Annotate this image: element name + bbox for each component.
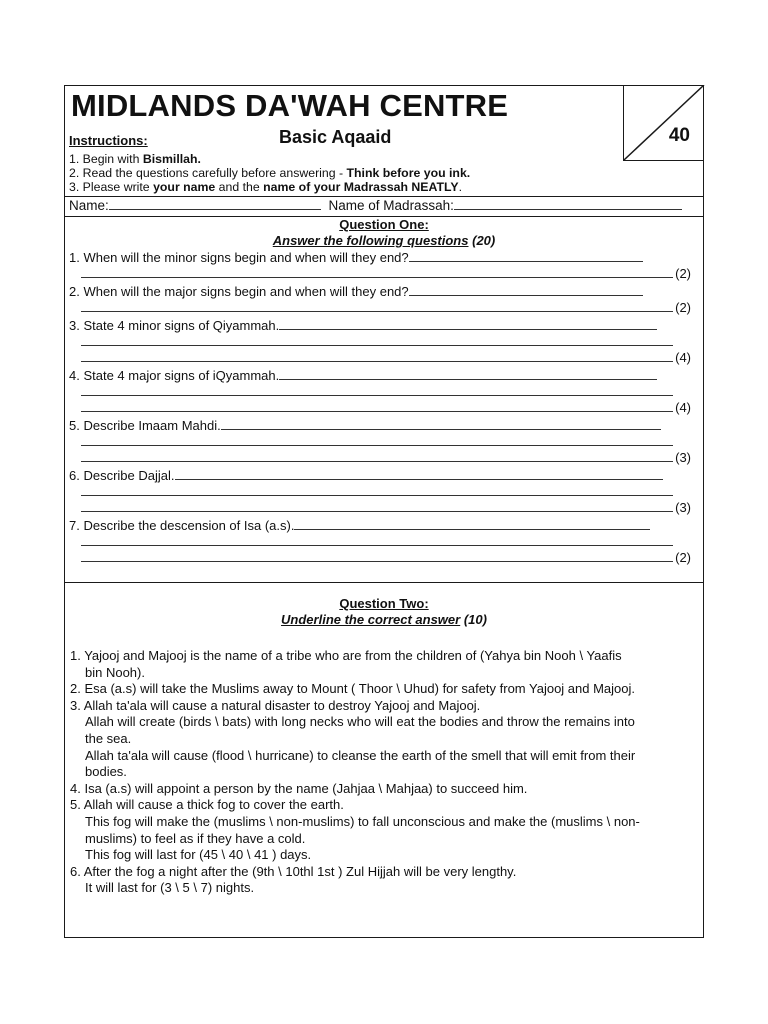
points-label: (10) <box>463 612 487 627</box>
answer-line[interactable] <box>81 265 673 278</box>
marks-label: (2) <box>675 300 691 315</box>
answer-line[interactable] <box>81 499 673 512</box>
answer-line[interactable] <box>81 449 673 462</box>
question-one-instruction <box>65 233 703 249</box>
answer-line[interactable] <box>81 399 673 412</box>
question-item <box>69 317 657 334</box>
instruction-1 <box>69 152 201 167</box>
score-divider-line <box>624 85 705 161</box>
answer-line-row <box>81 265 673 282</box>
question-two-line: It will last for (3 \ 5 \ 7) nights. <box>85 880 255 896</box>
instruction-text: Answer the following questions <box>272 233 469 248</box>
answer-line-row <box>81 499 673 516</box>
marks-label: (3) <box>675 500 691 515</box>
instruction-text: . <box>458 180 462 194</box>
marks-label: (4) <box>675 400 691 415</box>
answer-line[interactable] <box>279 317 657 330</box>
question-text: 4. State 4 major signs of iQyammah. <box>69 368 280 383</box>
answer-line-row <box>81 549 673 566</box>
question-text: 1. When will the minor signs begin and when will they end? <box>69 250 409 265</box>
question-text: 3. State 4 minor signs of Qiyammah. <box>69 318 280 333</box>
answer-line-row <box>81 433 673 450</box>
answer-line-row <box>81 349 673 366</box>
name-row <box>64 196 704 217</box>
instruction-2 <box>69 166 470 181</box>
question-one-heading: Question One: <box>339 217 429 232</box>
marks-label: (4) <box>675 350 691 365</box>
instruction-text: and the <box>215 180 264 194</box>
question-two-line: 4. Isa (a.s) will appoint a person by the name (Jahjaa \ Mahjaa) to succeed him. <box>70 780 528 796</box>
marks-label: (3) <box>675 450 691 465</box>
question-two-line: 6. After the fog a night after the (9th \ 10thl 1st ) Zul Hijjah will be very lengthy. <box>70 863 517 879</box>
question-text: 2. When will the major signs begin and when will they end? <box>69 284 409 299</box>
question-two-heading: Question Two: <box>339 596 429 611</box>
answer-line-row <box>81 449 673 466</box>
answer-line-row <box>81 383 673 400</box>
page-title: MIDLANDS DA'WAH CENTRE <box>71 88 509 123</box>
answer-line[interactable] <box>294 517 650 530</box>
question-item <box>69 249 643 266</box>
answer-line[interactable] <box>409 249 643 262</box>
worksheet <box>64 85 704 938</box>
instruction-text: 3. Please write <box>69 180 154 194</box>
question-two-line: bodies. <box>85 764 127 780</box>
instruction-bold: name of your Madrassah NEATLY <box>263 180 459 194</box>
question-text: 7. Describe the descension of Isa (a.s). <box>69 518 295 533</box>
instruction-3 <box>69 180 462 195</box>
answer-line[interactable] <box>279 367 657 380</box>
question-one-section <box>65 217 703 583</box>
instruction-text: 1. Begin with <box>69 152 143 166</box>
question-two-line: Allah will create (birds \ bats) with long necks who will eat the bodies and throw the remains into <box>85 714 635 730</box>
answer-line[interactable] <box>81 333 673 346</box>
madrassah-label: Name of Madrassah: <box>328 198 454 213</box>
answer-line[interactable] <box>81 349 673 362</box>
question-two-line: the sea. <box>85 731 132 746</box>
question-item <box>69 283 643 300</box>
question-two-line: This fog will make the (muslims \ non-muslims) to fall unconscious and make the (muslims \ non- <box>85 814 640 829</box>
answer-line-row <box>81 333 673 350</box>
answer-line[interactable] <box>81 299 673 312</box>
score-box <box>623 85 704 161</box>
answer-line[interactable] <box>81 433 673 446</box>
question-two-line: bin Nooh). <box>85 664 145 680</box>
answer-line[interactable] <box>221 417 661 430</box>
question-two-line: 5. Allah will cause a thick fog to cover the earth. <box>70 797 344 813</box>
question-two-line: muslims) to feel as if they have a cold. <box>85 830 306 846</box>
answer-line-row <box>81 299 673 316</box>
instruction-bold: your name <box>153 180 216 194</box>
question-two-line: 3. Allah ta'ala will cause a natural disaster to destroy Yajooj and Majooj. <box>70 697 481 713</box>
question-item <box>69 367 657 384</box>
answer-line-row <box>81 483 673 500</box>
answer-line-row <box>81 533 673 550</box>
total-score: 40 <box>668 125 690 146</box>
name-field[interactable] <box>109 197 321 210</box>
answer-line[interactable] <box>81 383 673 396</box>
marks-label: (2) <box>675 266 691 281</box>
instruction-text: Underline the correct answer <box>281 612 461 627</box>
question-two-line: This fog will last for (45 \ 40 \ 41 ) days. <box>85 847 312 863</box>
question-item <box>69 517 650 534</box>
instructions-label: Instructions: <box>69 133 148 148</box>
madrassah-field[interactable] <box>454 197 682 210</box>
instruction-bold: Think before you ink. <box>346 166 471 180</box>
answer-line-row <box>81 399 673 416</box>
name-label: Name: <box>69 198 109 213</box>
marks-label: (2) <box>675 550 691 565</box>
question-two-instruction <box>65 612 703 628</box>
answer-line[interactable] <box>81 483 673 496</box>
question-two-line: 1. Yajooj and Majooj is the name of a tribe who are from the children of (Yahya bin Nooh \ Yaafis <box>70 648 622 663</box>
question-two-section <box>65 596 703 896</box>
question-item <box>69 417 661 434</box>
question-text: 6. Describe Dajjal. <box>69 468 175 483</box>
question-two-line: 2. Esa (a.s) will take the Muslims away to Mount ( Thoor \ Uhud) for safety from Yajooj and Majooj. <box>70 681 636 697</box>
points-label: (20) <box>472 233 496 248</box>
instruction-text: 2. Read the questions carefully before answering - <box>69 166 347 180</box>
question-text: 5. Describe Imaam Mahdi. <box>69 418 221 433</box>
instruction-bold: Bismillah. <box>142 152 201 166</box>
question-item <box>69 467 663 484</box>
subject-title: Basic Aqaaid <box>279 127 392 147</box>
answer-line[interactable] <box>81 533 673 546</box>
answer-line[interactable] <box>409 283 643 296</box>
question-two-line: Allah ta'ala will cause (flood \ hurricane) to cleanse the earth of the smell that will emit from their <box>85 747 636 763</box>
answer-line[interactable] <box>81 549 673 562</box>
answer-line[interactable] <box>175 467 663 480</box>
